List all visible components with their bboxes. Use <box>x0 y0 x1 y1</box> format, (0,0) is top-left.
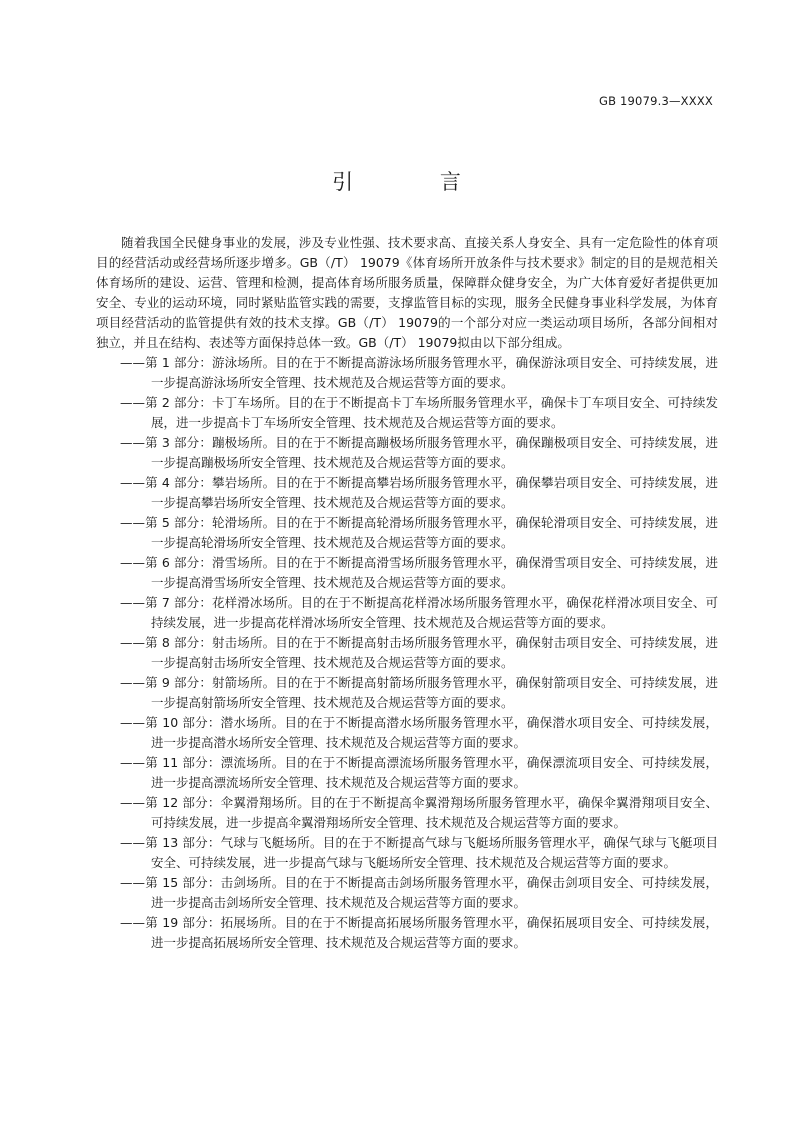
part-item: ——第 5 部分：轮滑场所。目的在于不断提高轮滑场所服务管理水平，确保轮滑项目安全、可持续发展，进一步提高轮滑场所安全管理、技术规范及合规运营等方面的要求。 <box>120 515 718 550</box>
content-body <box>96 233 718 953</box>
part-item: ——第 9 部分：射箭场所。目的在于不断提高射箭场所服务管理水平，确保射箭项目安全、可持续发展，进一步提高射箭场所安全管理、技术规范及合规运营等方面的要求。 <box>120 675 718 710</box>
page-title: 引 言 <box>332 170 501 194</box>
intro-paragraph: 随着我国全民健身事业的发展，涉及专业性强、技术要求高、直接关系人身安全、具有一定危险性的体育项目的经营活动或经营场所逐步增多。GB（/T） 19079《体育场所开放条件与技术要求》制定的目的是规范相关体育场所的建设、运营、管理和检测，提高体育场所服务质量，保障群众健身安全，为广大体育爱好者提供更加安全、专业的运动环境，同时紧贴监管实践的需要，支撑监管目标的实现，服务全民健身事业科学发展，为体育项目经营活动的监管提供有效的技术支撑。GB（/T） 19079的一个部分对应一类运动项目场所，各部分间相对独立，并且在结构、表述等方面保持总体一致。GB（/T） 19079拟由以下部分组成。 <box>96 235 718 350</box>
parts-list <box>96 353 718 953</box>
part-item: ——第 4 部分：攀岩场所。目的在于不断提高攀岩场所服务管理水平，确保攀岩项目安全、可持续发展，进一步提高攀岩场所安全管理、技术规范及合规运营等方面的要求。 <box>120 475 718 510</box>
standard-code: GB 19079.3—XXXX <box>598 94 713 108</box>
part-item: ——第 19 部分：拓展场所。目的在于不断提高拓展场所服务管理水平，确保拓展项目安全、可持续发展，进一步提高拓展场所安全管理、技术规范及合规运营等方面的要求。 <box>120 915 718 950</box>
part-item: ——第 6 部分：滑雪场所。目的在于不断提高滑雪场所服务管理水平，确保滑雪项目安全、可持续发展，进一步提高滑雪场所安全管理、技术规范及合规运营等方面的要求。 <box>120 555 718 590</box>
part-item: ——第 10 部分：潜水场所。目的在于不断提高潜水场所服务管理水平，确保潜水项目安全、可持续发展，进一步提高潜水场所安全管理、技术规范及合规运营等方面的要求。 <box>120 715 718 750</box>
part-item: ——第 11 部分：漂流场所。目的在于不断提高漂流场所服务管理水平，确保漂流项目安全、可持续发展，进一步提高漂流场所安全管理、技术规范及合规运营等方面的要求。 <box>120 755 718 790</box>
part-item: ——第 7 部分：花样滑冰场所。目的在于不断提高花样滑冰场所服务管理水平，确保花样滑冰项目安全、可持续发展，进一步提高花样滑冰场所安全管理、技术规范及合规运营等方面的要求。 <box>120 595 718 630</box>
part-item: ——第 13 部分：气球与飞艇场所。目的在于不断提高气球与飞艇场所服务管理水平，确保气球与飞艇项目安全、可持续发展，进一步提高气球与飞艇场所安全管理、技术规范及合规运营等方面的要求。 <box>120 835 718 870</box>
part-item: ——第 8 部分：射击场所。目的在于不断提高射击场所服务管理水平，确保射击项目安全、可持续发展，进一步提高射击场所安全管理、技术规范及合规运营等方面的要求。 <box>120 635 718 670</box>
part-item: ——第 1 部分：游泳场所。目的在于不断提高游泳场所服务管理水平，确保游泳项目安全、可持续发展，进一步提高游泳场所安全管理、技术规范及合规运营等方面的要求。 <box>120 355 718 390</box>
part-item: ——第 15 部分：击剑场所。目的在于不断提高击剑场所服务管理水平，确保击剑项目安全、可持续发展，进一步提高击剑场所安全管理、技术规范及合规运营等方面的要求。 <box>120 875 718 910</box>
part-item: ——第 12 部分：伞翼滑翔场所。目的在于不断提高伞翼滑翔场所服务管理水平，确保伞翼滑翔项目安全、可持续发展，进一步提高伞翼滑翔场所安全管理、技术规范及合规运营等方面的要求。 <box>120 795 718 830</box>
part-item: ——第 2 部分：卡丁车场所。目的在于不断提高卡丁车场所服务管理水平，确保卡丁车项目安全、可持续发展，进一步提高卡丁车场所安全管理、技术规范及合规运营等方面的要求。 <box>120 395 718 430</box>
part-item: ——第 3 部分：蹦极场所。目的在于不断提高蹦极场所服务管理水平，确保蹦极项目安全、可持续发展，进一步提高蹦极场所安全管理、技术规范及合规运营等方面的要求。 <box>120 435 718 470</box>
